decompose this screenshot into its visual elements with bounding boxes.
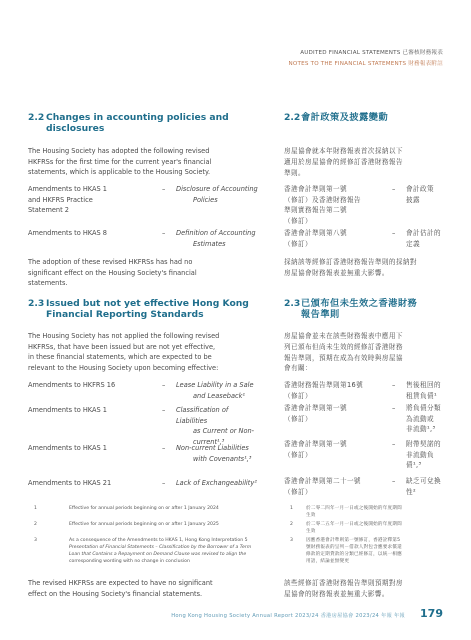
text-line: The adoption of these revised HKFRSs has had no [28, 258, 193, 266]
section-2-3-title [28, 298, 258, 322]
standard-name [284, 228, 347, 249]
text-line: （修訂） [284, 487, 312, 496]
text-line: as Current or Non- [193, 427, 255, 436]
standard-row [284, 228, 446, 250]
text-line: and Leaseback¹ [193, 391, 246, 400]
section-number: 2.2 [28, 112, 45, 123]
standard-row [284, 184, 446, 228]
dash-separator: – [162, 444, 166, 452]
text-line: 報告準則，預期在成為有效時與房屋協 [284, 353, 403, 362]
text-line: 準則。 [284, 168, 305, 177]
text-line: Disclosure of Accounting [176, 185, 258, 193]
text-line: 於二零二五年一月一日或之後開始的年度期間 [306, 522, 402, 527]
text-line: 披露 [406, 195, 420, 204]
text-line: HKFRSs, that have been issued but are not yet effective, [28, 342, 216, 351]
standard-name [284, 439, 347, 460]
section-2-2-conclusion-zh [284, 257, 446, 279]
text-line: 會計政策 [406, 185, 434, 193]
text-line: statements. [28, 279, 68, 287]
text-line: Statement 2 [28, 206, 69, 215]
text-line: 為流動或 [406, 414, 434, 423]
text-line: Lease Liability in a Sale [176, 381, 254, 389]
text-line: Presentation of Financial Statements – Classification by the Borrower of a Term [69, 545, 252, 550]
footnote-number: 3 [290, 538, 294, 543]
standard-row [28, 228, 258, 250]
section-2-3-title-zh [284, 298, 446, 322]
title-line: 報告準則 [301, 309, 340, 320]
text-line: 適用於房屋協會的經修訂香港財務報告 [284, 157, 403, 166]
text-line: 採納該等經修訂香港財務報告準則的採納對 [284, 258, 417, 266]
text-line: 生效 [306, 529, 316, 534]
text-line: Classification of Liabilities [176, 406, 229, 425]
text-line: 定義 [406, 239, 420, 248]
dash-separator: – [162, 229, 166, 237]
title-line: disclosures [46, 123, 105, 134]
standard-name [28, 184, 107, 216]
footnote [290, 505, 446, 519]
footnote [34, 537, 258, 567]
standard-name [284, 184, 361, 226]
notes-section-header: NOTES TO THE FINANCIAL STATEMENTS 財務報表附註 [288, 61, 443, 67]
standard-description [406, 403, 441, 435]
standard-description [176, 443, 251, 464]
section-title-text [46, 298, 249, 320]
standard-name [284, 476, 361, 497]
dash-separator: – [392, 440, 396, 448]
standard-name [28, 405, 107, 416]
text-line: 性² [406, 487, 417, 496]
standard-name [284, 380, 363, 401]
text-line: 香港會計準則第一號 [284, 185, 347, 193]
standard-description [406, 228, 441, 249]
text-line: 屋協會的財務報表並無重大影響。 [284, 589, 389, 598]
standard-description [406, 184, 434, 205]
dash-separator: – [392, 185, 396, 193]
text-line: 會有關： [284, 364, 312, 373]
text-line: Amendments to HKFRS 16 [28, 381, 116, 389]
text-line: Amendments to HKAS 1 [28, 444, 107, 452]
standard-description [176, 478, 257, 489]
standard-name [284, 403, 347, 424]
section-2-3-intro-zh [284, 331, 446, 374]
text-line: （修訂） [284, 450, 312, 459]
dash-separator: – [162, 381, 166, 389]
text-line: relevant to the Housing Society upon becoming effective: [28, 363, 219, 372]
text-line: significant effect on the Housing Society's financial [28, 268, 197, 277]
standard-description [406, 380, 441, 401]
text-line: （修訂）及香港財務報告 [284, 195, 361, 204]
text-line: Estimates [193, 239, 226, 248]
footnote-text: Effective for annual periods beginning on or after 1 January 2024 [69, 506, 219, 511]
section-2-3-conclusion [28, 578, 258, 599]
text-line: 生效 [306, 513, 316, 518]
text-line: 房屋協會財務報表並無重大影響。 [284, 268, 389, 277]
standard-row [284, 380, 446, 402]
standard-description [176, 184, 258, 205]
footnote [290, 537, 446, 567]
text-line: 號財務報表的呈列－借款人對包含應要求償還 [306, 545, 402, 550]
section-2-2-title [28, 112, 258, 136]
text-line: 香港財務報告準則第16號 [284, 381, 364, 389]
text-line: Definition of Accounting [176, 229, 256, 237]
text-line: 於二零二四年一月一日或之後開始的年度期間 [306, 506, 402, 511]
standard-name [28, 443, 107, 454]
text-line: Policies [193, 195, 218, 204]
footnote-number: 1 [290, 506, 294, 511]
standard-name [28, 228, 107, 239]
text-line: Amendments to HKAS 21 [28, 479, 112, 487]
standard-row [28, 478, 258, 490]
dash-separator: – [392, 404, 396, 412]
footnote [34, 505, 258, 513]
standard-row [28, 443, 258, 465]
standard-row [284, 476, 446, 498]
report-section-header: AUDITED FINANCIAL STATEMENTS 已審核財務報表 [300, 50, 443, 56]
standard-row [284, 439, 446, 473]
standard-name [28, 478, 111, 489]
text-line: 非流動¹,³ [406, 425, 436, 434]
text-line: 缺乏可兌換 [406, 477, 441, 485]
text-line: in these financial statements, which are expected to be [28, 353, 212, 361]
section-2-2-title-zh [284, 112, 446, 124]
standard-description [406, 476, 441, 497]
section-2-2-intro-zh [284, 146, 446, 178]
text-line: 將負債分類 [406, 404, 441, 412]
text-line: 香港會計準則第八號 [284, 229, 347, 237]
text-line: effect on the Housing Society's financial statements. [28, 589, 203, 598]
text-line: HKFRSs for the first time for the current year's financial [28, 157, 212, 166]
text-line: 債¹,³ [406, 461, 422, 470]
footnote-text: Effective for annual periods beginning on or after 1 January 2025 [69, 522, 219, 527]
standard-description [406, 439, 441, 471]
text-line: 房屋協會就本年財務報表首次採納以下 [284, 147, 403, 155]
text-line: Amendments to HKAS 1 [28, 185, 107, 193]
text-line: 非流動負 [406, 450, 434, 459]
text-line: The Housing Society has adopted the following revised [28, 147, 210, 155]
section-title-text [301, 298, 417, 320]
footnote [290, 521, 446, 535]
section-2-2-intro [28, 146, 258, 178]
footnote-text [306, 505, 452, 519]
dash-separator: – [392, 229, 396, 237]
standard-row [28, 184, 258, 218]
footnote-text [69, 537, 251, 565]
text-line: （修訂） [284, 239, 312, 248]
text-line: Loan that Contains a Repayment on Demand Clause was revised to align the [69, 552, 247, 557]
footnote-text [306, 537, 452, 565]
standard-row [28, 380, 258, 402]
title-line: 已頒布但未生效之香港財務 [301, 298, 418, 309]
text-line: Non-current Liabilities [176, 444, 249, 452]
text-line: 因應香港會計準則第一號修訂，香港詮釋第5 [306, 538, 401, 543]
text-line: 租賃負債¹ [406, 391, 438, 400]
footnote-number: 3 [34, 538, 37, 543]
text-line: 條款的定期貸款的分類已經修訂，以統一相應 [306, 552, 402, 557]
standard-description [176, 380, 254, 401]
text-line: 房屋協會並未在該些財務報表中應用下 [284, 332, 403, 340]
section-2-3-intro [28, 331, 258, 373]
text-line: Amendments to HKAS 1 [28, 406, 107, 414]
text-line: with Covenants¹,³ [193, 454, 252, 463]
text-line: and HKFRS Practice [28, 195, 93, 204]
text-line: The Housing Society has not applied the following revised [28, 332, 220, 340]
text-line: The revised HKFRSs are expected to have no significant [28, 579, 213, 587]
section-title-text [46, 112, 229, 134]
standard-name [28, 380, 115, 391]
section-2-3-conclusion-zh [284, 578, 446, 600]
section-number: 2.2 [284, 112, 301, 123]
dash-separator: – [162, 185, 166, 193]
footnote-number: 1 [34, 506, 37, 511]
standard-row [284, 403, 446, 437]
text-line: （修訂） [284, 216, 312, 225]
text-line: corresponding wording with no change in conclusion [69, 559, 190, 564]
text-line: 會計估計的 [406, 229, 441, 237]
text-line: 售後租回的 [406, 381, 441, 389]
text-line: 列已頒布但尚未生效的經修訂香港財務 [284, 342, 403, 351]
section-number: 2.3 [284, 298, 301, 309]
text-line: 附帶契諾的 [406, 440, 441, 448]
text-line: （修訂） [284, 391, 312, 400]
footnote-number: 2 [290, 522, 294, 527]
text-line: 香港會計準則第一號 [284, 404, 347, 412]
text-line: statements, which is applicable to the Housing Society. [28, 168, 211, 176]
standard-description [176, 228, 256, 249]
section-2-2-conclusion [28, 257, 258, 289]
section-title-text: 會計政策及披露變動 [301, 112, 389, 123]
text-line: （修訂） [284, 414, 312, 423]
footer-publication: Hong Kong Housing Society Annual Report 2023/24 香港房屋協會 2023/24 年報 年報 [171, 613, 405, 619]
footnote-number: 2 [34, 522, 37, 527]
title-line: Issued but not yet effective Hong Kong [46, 298, 249, 309]
dash-separator: – [392, 477, 396, 485]
dash-separator: – [162, 406, 166, 414]
section-number: 2.3 [28, 298, 45, 309]
page-number: 179 [420, 607, 443, 620]
text-line: Lack of Exchangeability² [176, 479, 257, 487]
text-line: 香港會計準則第一號 [284, 440, 347, 448]
text-line: 準則實務報告第二號 [284, 206, 347, 215]
text-line: 該些經修訂香港財務報告準則預期對房 [284, 579, 403, 587]
text-line: Amendments to HKAS 8 [28, 229, 107, 237]
dash-separator: – [392, 381, 396, 389]
title-line: Financial Reporting Standards [46, 309, 204, 320]
dash-separator: – [162, 479, 166, 487]
text-line: 用語，結論並無變更 [306, 559, 350, 564]
footnote [34, 521, 258, 529]
text-line: As a consequence of the Amendments to HKAS 1, Hong Kong Interpretation 5 [69, 538, 248, 543]
footnote-text [306, 521, 452, 535]
text-line: 香港會計準則第二十一號 [284, 477, 361, 485]
standard-description [176, 405, 258, 447]
standard-row [28, 405, 258, 446]
title-line: Changes in accounting policies and [46, 112, 229, 123]
text-line: current¹,³ [193, 437, 225, 446]
